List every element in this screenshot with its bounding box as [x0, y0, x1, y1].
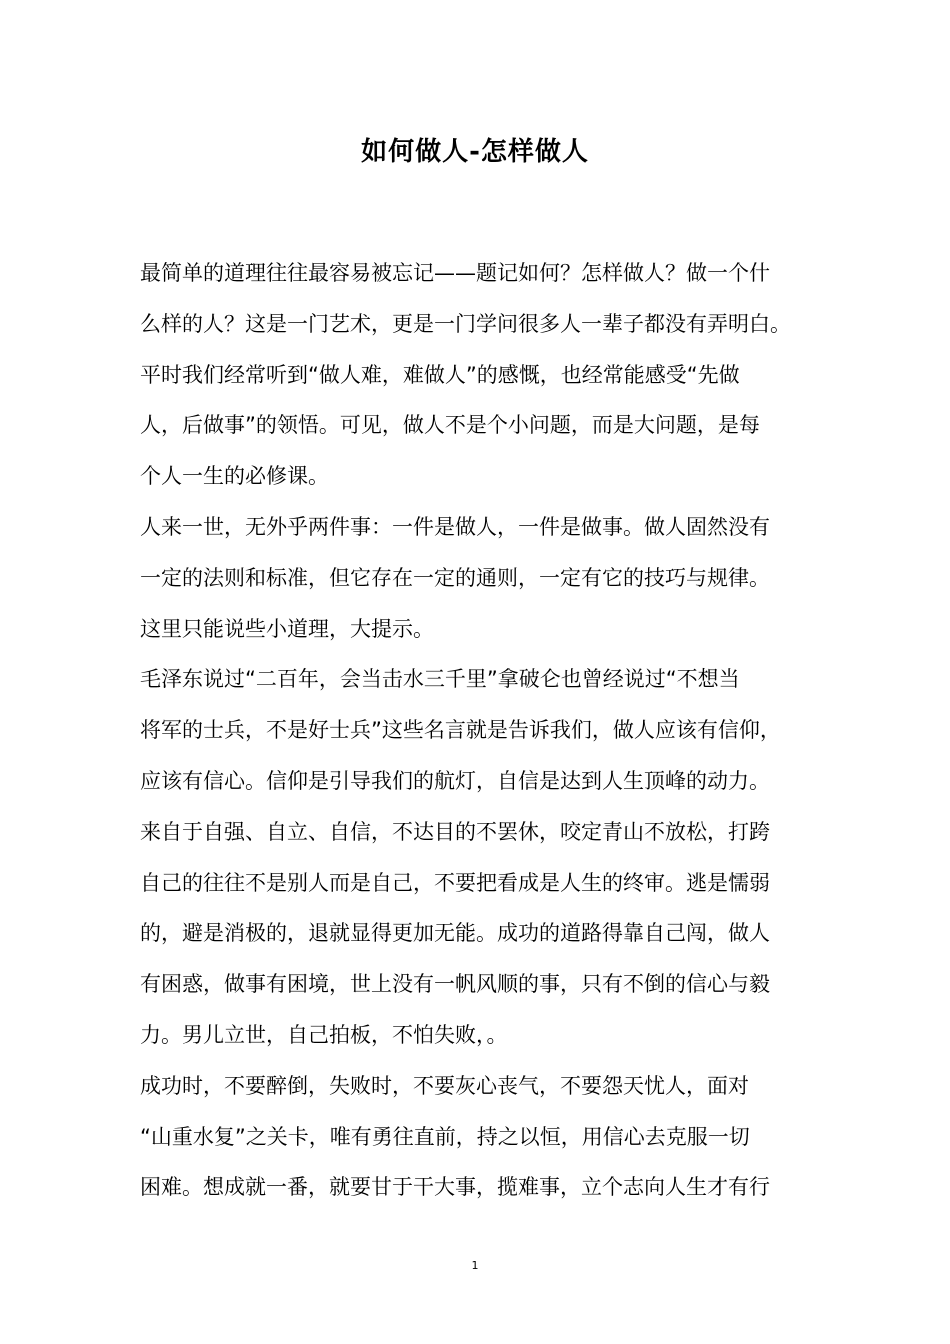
text-line: 成功时，不要醉倒，失败时，不要灰心丧气，不要怨天忧人，面对: [140, 1073, 749, 1098]
page-number: 1: [471, 1259, 479, 1272]
text-line: 这里只能说些小道理，大提示。: [140, 616, 434, 641]
text-line: 的，避是消极的，退就显得更加无能。成功的道路得靠自己闯，做人: [140, 921, 770, 946]
document-title: 如何做人-怎样做人: [361, 137, 589, 167]
body-text: [140, 248, 820, 1213]
text-line: 人，后做事”的领悟。可见，做人不是个小问题，而是大问题，是每: [140, 413, 760, 438]
text-line: 有困惑，做事有困境，世上没有一帆风顺的事，只有不倒的信心与毅: [140, 972, 770, 997]
text-line: 应该有信心。信仰是引导我们的航灯，自信是达到人生顶峰的动力。: [140, 768, 770, 793]
text-line: “山重水复”之关卡，唯有勇往直前，持之以恒，用信心去克服一切: [140, 1124, 750, 1149]
text-line: 么样的人？这是一门艺术，更是一门学问很多人一辈子都没有弄明白。: [140, 311, 791, 336]
text-line: 来自于自强、自立、自信，不达目的不罢休，咬定青山不放松，打跨: [140, 819, 770, 844]
text-line: 将军的士兵，不是好士兵”这些名言就是告诉我们，做人应该有信仰，: [140, 718, 781, 743]
text-line: 自己的往往不是别人而是自己，不要把看成是人生的终审。逃是懦弱: [140, 870, 770, 895]
text-line: 平时我们经常听到“做人难，难做人”的感慨，也经常能感受“先做: [140, 362, 740, 387]
text-line: 毛泽东说过“二百年，会当击水三千里”拿破仑也曾经说过“不想当: [140, 667, 740, 692]
text-line: 人来一世，无外乎两件事：一件是做人，一件是做事。做人固然没有: [140, 514, 770, 539]
text-line: 困难。想成就一番，就要甘于干大事，揽难事，立个志向人生才有行: [140, 1175, 770, 1200]
text-line: 个人一生的必修课。: [140, 464, 329, 489]
text-line: 最简单的道理往往最容易被忘记——题记如何？怎样做人？做一个什: [140, 261, 770, 285]
text-line: 力。男儿立世，自己拍板，不怕失败，。: [140, 1022, 508, 1047]
text-line: 一定的法则和标准，但它存在一定的通则，一定有它的技巧与规律。: [140, 565, 770, 590]
